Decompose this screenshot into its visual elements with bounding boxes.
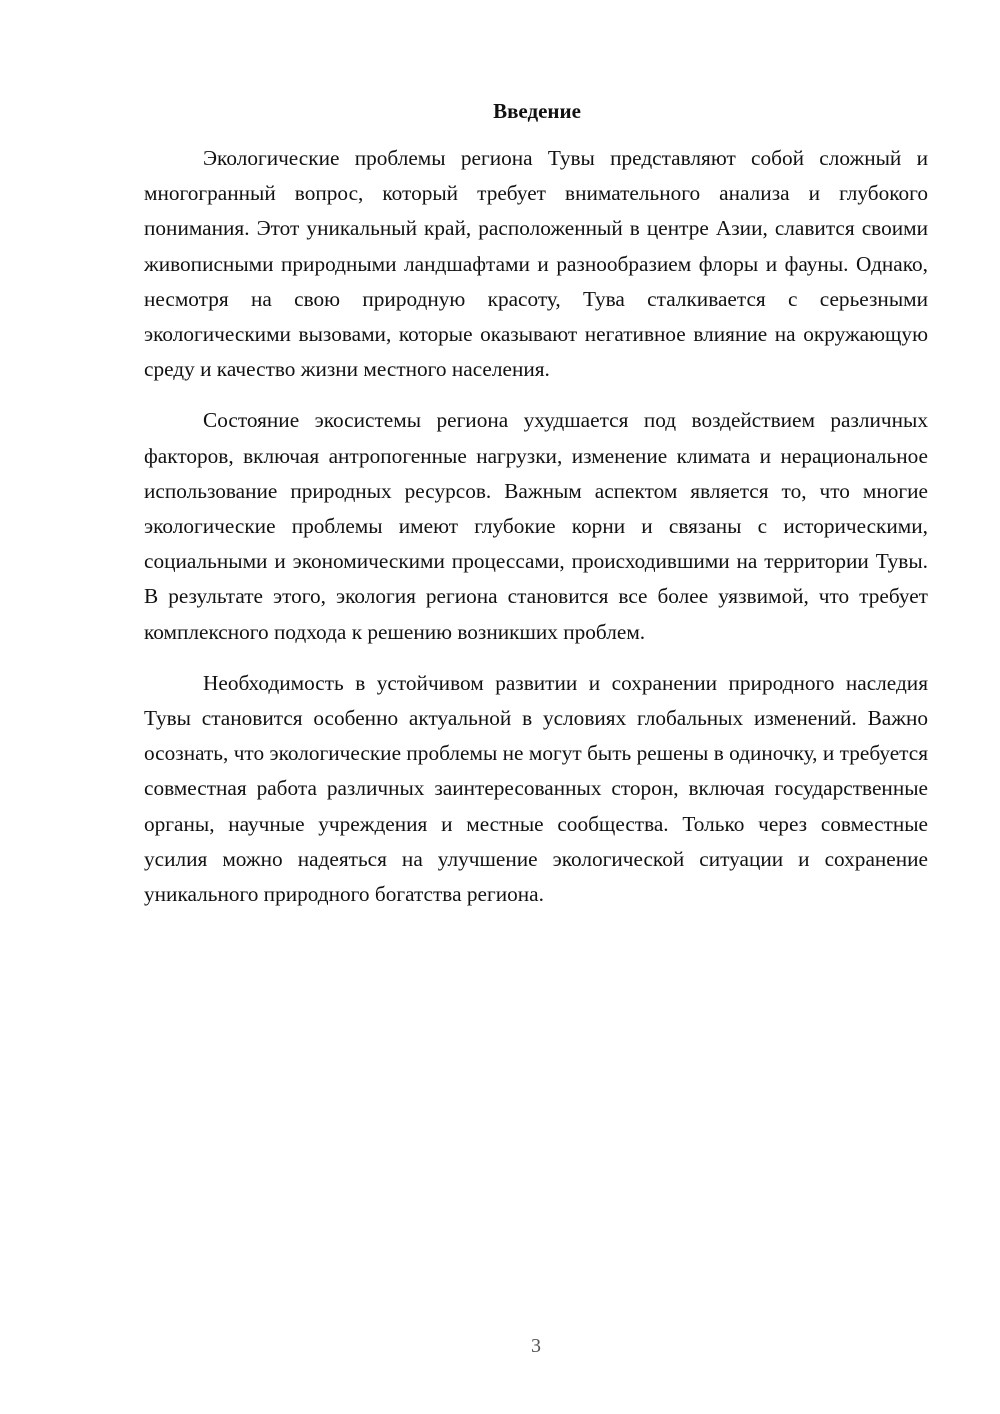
paragraph-3: Необходимость в устойчивом развитии и сохранении природного наследия Тувы становится особенно актуальной в условиях глобальных изменений. Важно осознать, что экологические проблемы не могут быть решены в одиночку, и требуется совместная работа различных заинтересованных сторон, включая государственные органы, научные учреждения и местные сообщества. Только через совместные усилия можно надеяться на улучшение экологической ситуации и сохранение уникального природного богатства региона.	[144, 670, 928, 907]
paragraph-2: Состояние экосистемы региона ухудшается под воздействием различных факторов, включая антропогенные нагрузки, изменение климата и нерациональное использование природных ресурсов. Важным аспектом является то, что многие экологические проблемы имеют глубокие корни и связаны с историческими, социальными и экономическими процессами, происходившими на территории Тувы. В результате этого, экология региона становится все более уязвимой, что требует комплексного подхода к решению возникших проблем.	[144, 408, 928, 644]
page-number: 3	[531, 1335, 541, 1357]
paragraph-1: Экологические проблемы региона Тувы представляют собой сложный и многогранный вопрос, который требует внимательного анализа и глубокого понимания. Этот уникальный край, расположенный в центре Азии, славится своими живописными природными ландшафтами и разнообразием флоры и фауны. Однако, несмотря на свою природную красоту, Тува сталкивается с серьезными экологическими вызовами, которые оказывают негативное влияние на окружающую среду и качество жизни местного населения.	[144, 146, 928, 382]
section-heading: Введение	[493, 99, 581, 123]
page-content	[144, 95, 928, 912]
